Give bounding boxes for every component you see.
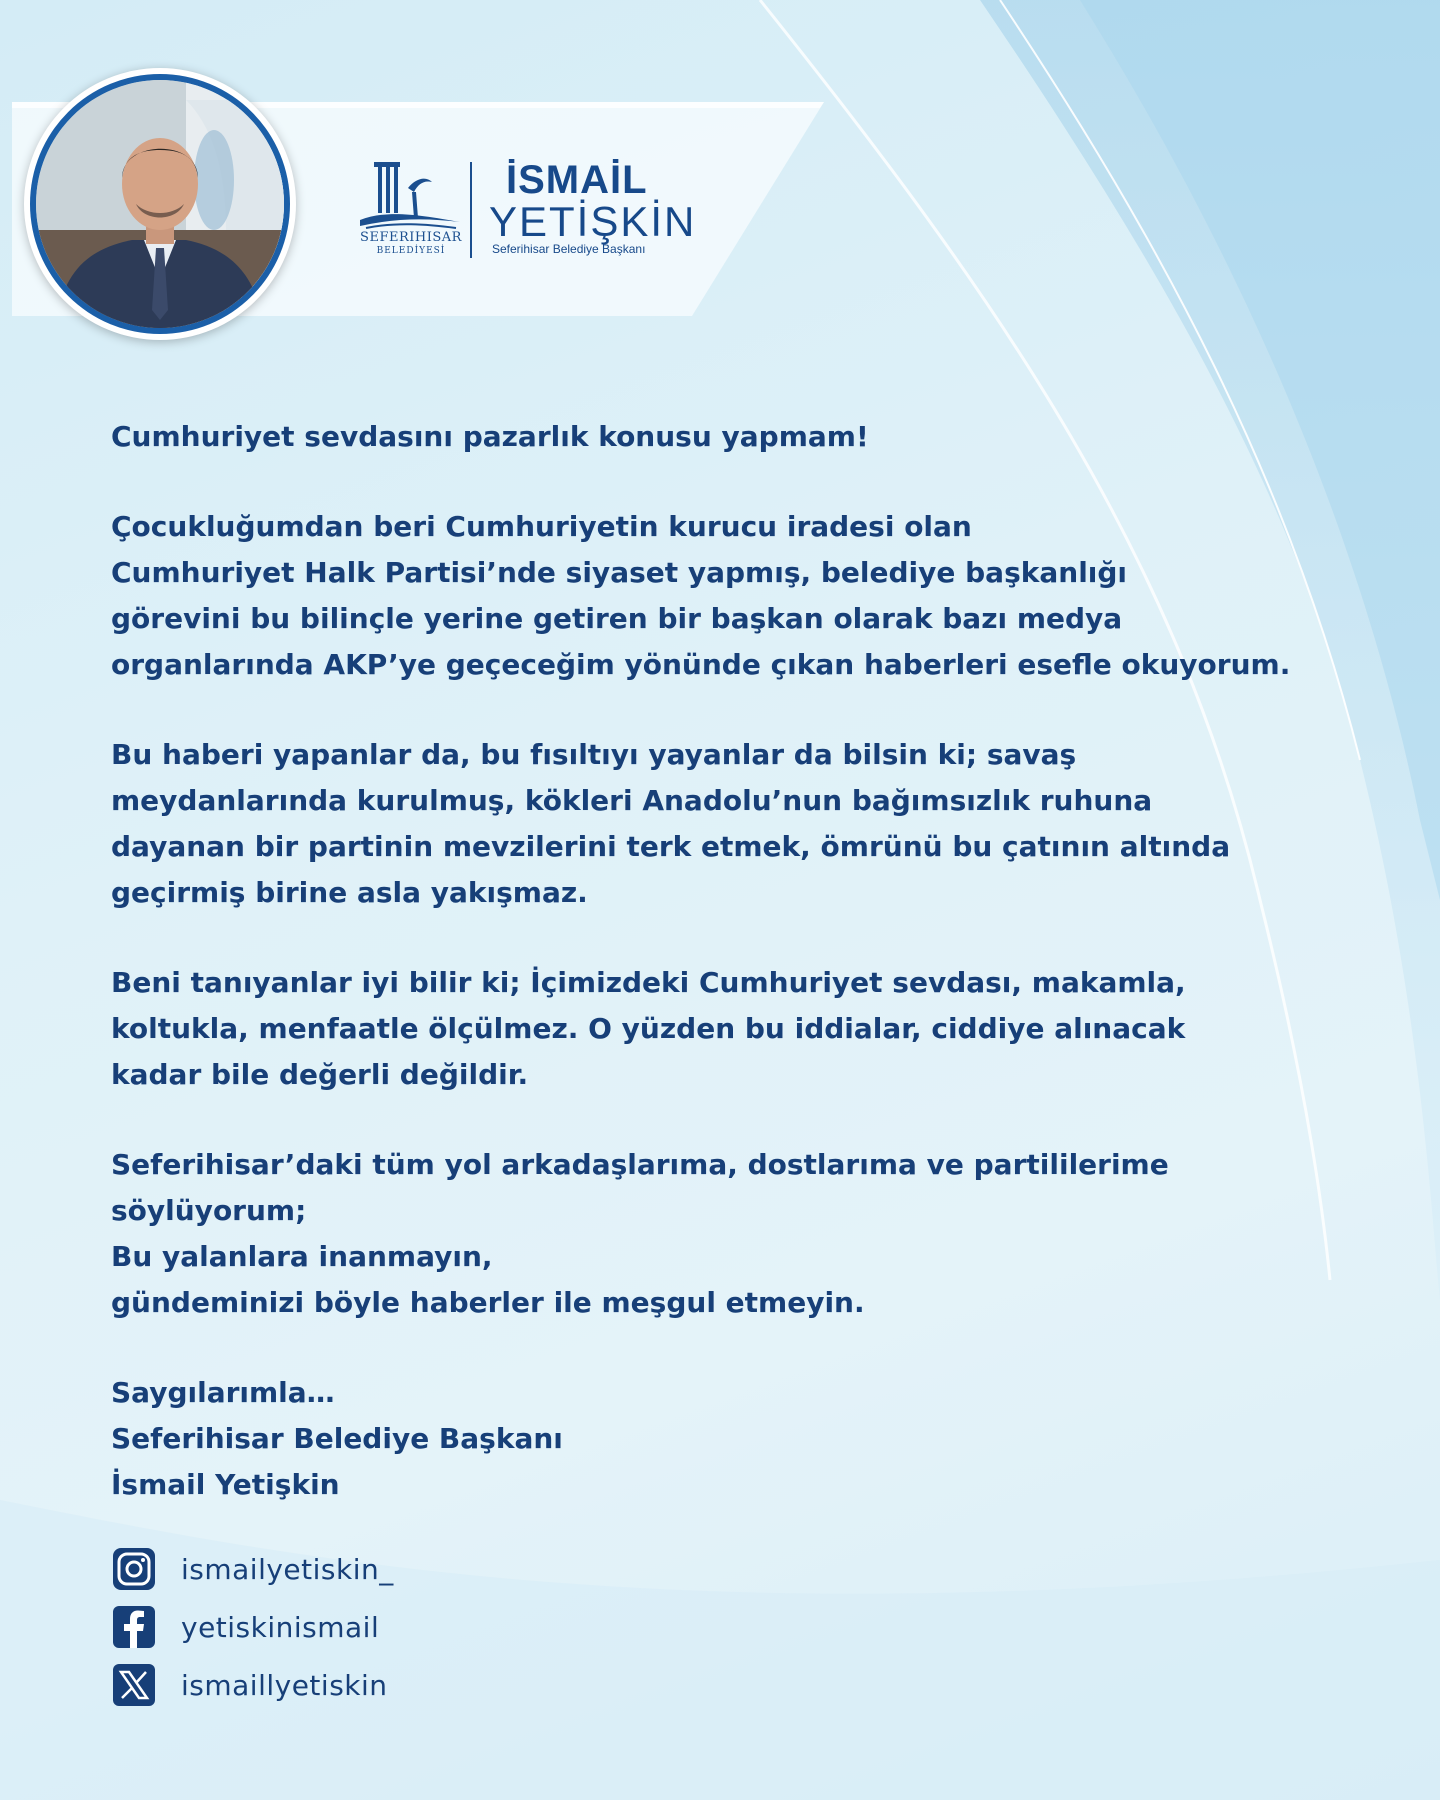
social-x[interactable] <box>111 1656 394 1714</box>
mayor-portrait <box>36 80 284 328</box>
social-facebook[interactable] <box>111 1598 394 1656</box>
social-links <box>111 1540 394 1714</box>
statement-paragraph-3: Beni tanıyanlar iyi bilir ki; İçimizdeki Cumhuriyet sevdası, makamla, koltukla, menfaatle ölçülmez. O yüzden bu iddialar, ciddiye alınacak kadar bile değerli değildir. <box>111 966 1186 1091</box>
municipality-subtitle: BELEDİYESİ <box>376 246 446 256</box>
instagram-icon <box>111 1546 157 1592</box>
x-icon <box>111 1662 157 1708</box>
statement-headline: Cumhuriyet sevdasını pazarlık konusu yapmam! <box>111 420 869 453</box>
x-handle: ismaillyetiskin <box>181 1668 388 1702</box>
statement-paragraph-1: Çocukluğumdan beri Cumhuriyetin kurucu iradesi olan Cumhuriyet Halk Partisi’nde siyaset yapmış, belediye başkanlığı görevini bu bilinçle yerine getiren bir başkan olarak bazı medya organlarında AKP’ye geçeceğim yönünde çıkan haberleri esefle okuyorum. <box>111 510 1291 681</box>
logo-divider <box>470 162 472 258</box>
municipality-name: SEFERIHISAR <box>360 230 462 245</box>
header-logo <box>356 148 697 268</box>
logo-last-name: YETİŞKİN <box>489 198 697 245</box>
statement-signature: Saygılarımla… Seferihisar Belediye Başkanı İsmail Yetişkin <box>111 1376 563 1501</box>
logo-first-name: İSMAİL <box>506 158 648 202</box>
mayor-portrait-frame <box>24 68 296 340</box>
instagram-handle: ismailyetiskin_ <box>181 1552 394 1586</box>
facebook-handle: yetiskinismail <box>181 1610 380 1644</box>
statement-paragraph-4: Seferihisar’daki tüm yol arkadaşlarıma, dostlarıma ve partililerime söylüyorum; Bu yalanlara inanmayın, gündeminizi böyle haberler ile meşgul etmeyin. <box>111 1148 1169 1319</box>
statement-body <box>111 414 1371 1552</box>
statement-paragraph-2: Bu haberi yapanlar da, bu fısıltıyı yayanlar da bilsin ki; savaş meydanlarında kurulmuş, kökleri Anadolu’nun bağımsızlık ruhuna dayanan bir partinin mevzilerini terk etmek, ömrünü bu çatının altında geçirmiş birine asla yakışmaz. <box>111 738 1231 909</box>
logo-person-title: Seferihisar Belediye Başkanı <box>492 242 646 256</box>
social-instagram[interactable] <box>111 1540 394 1598</box>
facebook-icon <box>111 1604 157 1650</box>
